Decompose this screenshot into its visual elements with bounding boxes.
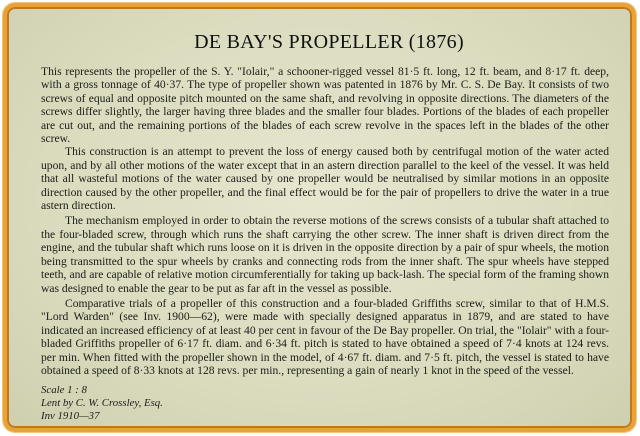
label-title: DE BAY'S PROPELLER (1876)	[194, 31, 464, 53]
label-content	[41, 31, 609, 422]
museum-label-card	[3, 3, 636, 432]
lender-note: Lent by C. W. Crossley, Esq.	[41, 396, 163, 409]
paragraph-description: This represents the propeller of the S. Y. "Iolair," a schooner-rigged vessel 81·5 ft. long, 12 ft. beam, and 8·17 ft. deep, with a gross tonnage of 40·37. The type of propeller shown was patented in 1876 by Mr. C. S. De Bay. It consists of two screws of equal and opposite pitch mounted on the same shaft, and revolving in opposite directions. The diameters of the screws differ slightly, the larger having three blades and the smaller four blades. Portions of the blades of each propeller are cut out, and the remaining portions of the blades of each screw revolve in the spaces left in the blades of the other screw.	[41, 65, 609, 146]
paragraph-trials: Comparative trials of a propeller of this construction and a four-bladed Griffiths screw, similar to that of H.M.S. "Lord Warden" (see Inv. 1900—62), were made with specially designed apparatus in 1879, and are stated to have indicated an increased efficiency of at least 40 per cent in favour of the De Bay propeller. On trial, the "Iolair" with a four-bladed Griffiths propeller of 6·17 ft. diam. and 6·34 ft. pitch is stated to have obtained a speed of 7·4 knots at 124 revs. per min. When fitted with the propeller shown in the model, of 4·67 ft. diam. and 7·5 ft. pitch, the vessel is stated to have obtained a speed of 8·33 knots at 128 revs. per min., representing a gain of nearly 1 knot in the speed of the vessel.	[41, 296, 609, 377]
paragraph-mechanism: The mechanism employed in order to obtain the reverse motions of the screws consists of a tubular shaft attached to the four-bladed screw, through which runs the shaft carrying the other screw. The inner shaft is driven direct from the engine, and the tubular shaft which runs loose on it is driven in the opposite direction by a pair of spur wheels, the motion being transmitted to the spur wheels by cranks and connecting rods from the inner shaft. The spur wheels have stepped teeth, and are capable of relative motion circumferentially for taking up back-lash. The special form of the framing shown was designed to enable the gear to be put as far aft in the vessel as possible.	[41, 214, 609, 295]
paragraph-construction: This construction is an attempt to prevent the loss of energy caused both by centrifugal motion of the water acted upon, and by all other motions of the water except that in an astern direction parallel to the keel of the vessel. It was held that all wasteful motions of the water caused by one propeller would be neutralised by similar motions in an opposite direction caused by the other propeller, and the final effect would be for the pair of propellers to drive the water in a true astern direction.	[41, 145, 609, 213]
inventory-number: Inv 1910—37	[41, 409, 100, 422]
label-footer	[41, 384, 609, 422]
scale-note: Scale 1 : 8	[41, 384, 87, 397]
